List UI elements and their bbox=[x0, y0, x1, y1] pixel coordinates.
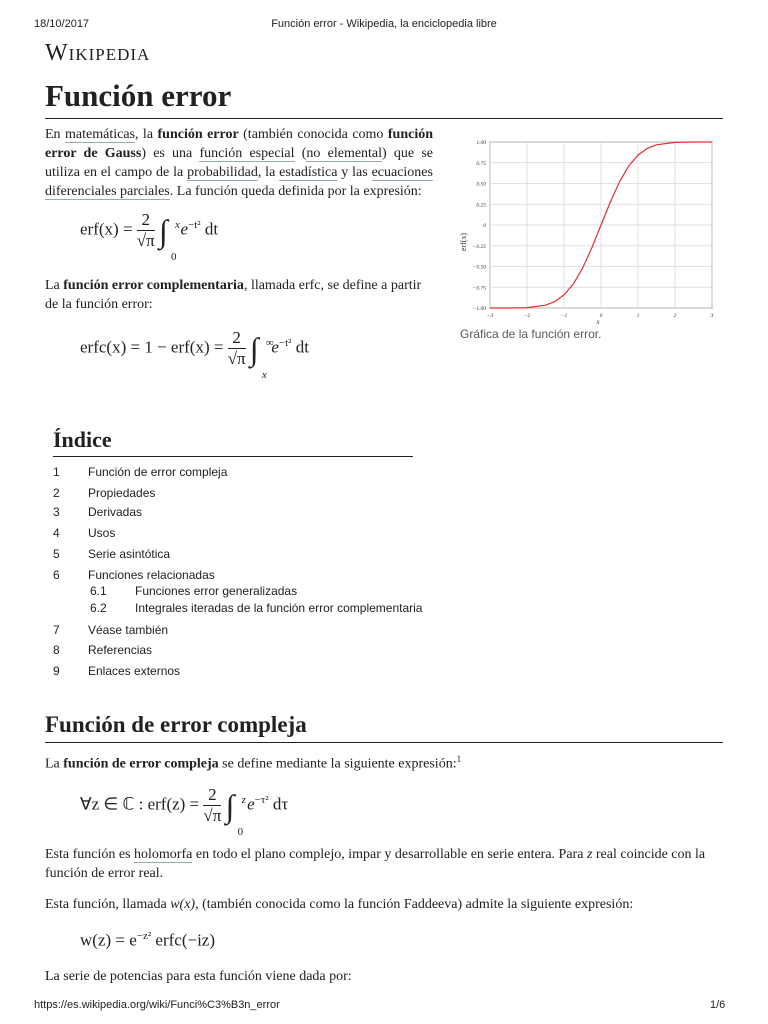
page-title: Función error bbox=[45, 78, 232, 113]
chart-y-tick-label: −0.25 bbox=[472, 243, 486, 250]
chart-x-tick-label: 3 bbox=[710, 313, 714, 319]
toc-heading: Índice bbox=[53, 427, 112, 452]
link-estadistica[interactable]: estadística bbox=[279, 165, 338, 180]
chart-x-tick-label: −1 bbox=[560, 313, 568, 319]
complementary-paragraph: La función error complementaria, llamada erfc, se define a partir de la función error: bbox=[45, 278, 422, 312]
title-divider bbox=[45, 118, 723, 119]
chart-x-tick-label: −2 bbox=[523, 313, 531, 319]
formula-erfc: erfc(x) = 1 − erf(x) = $\frac{2}{√\pi}$ ∫ ∞ x $e^{-t^2}$ dt bbox=[80, 328, 309, 381]
intro-paragraph: En matemáticas, la función error (también conocida como función error de Gauss) es una función especial (no elemental) que se utiliza en el campo de la probabilidad, la estadística y las ecuaciones diferenciales parciales. La función queda definida por la expresión: bbox=[45, 127, 434, 199]
chart-x-tick-label: 0 bbox=[599, 313, 603, 319]
erf-chart bbox=[452, 130, 724, 326]
link-funcion-especial[interactable]: función especial bbox=[199, 146, 295, 161]
link-no-elemental[interactable]: no elemental bbox=[306, 146, 383, 161]
chart-y-tick-label: −0.75 bbox=[472, 285, 486, 292]
chart-x-label: x bbox=[596, 318, 600, 326]
print-url: https://es.wikipedia.org/wiki/Funci%C3%B3n_error bbox=[34, 999, 280, 1011]
wikipedia-logo[interactable]: Wikipedia bbox=[45, 40, 151, 66]
formula-complex-erf: ∀z ∈ ℂ : erf(z) = $\frac{2}{√\pi}$ ∫ z 0 $e^{-\tau^2}$ dτ bbox=[80, 785, 289, 838]
reference-1[interactable]: 1 bbox=[456, 754, 462, 764]
section1-paragraph-1: La función de error compleja se define mediante la siguiente expresión:$^1$ bbox=[45, 754, 462, 772]
section1-paragraph-2: Esta función es holomorfa en todo el plano complejo, impar y desarrollable en serie entera. Para z real coincide con la función de error real. bbox=[45, 847, 706, 881]
chart-y-tick-label: −1.00 bbox=[472, 306, 486, 312]
chart-x-tick-label: 2 bbox=[673, 313, 677, 319]
section-heading-compleja: Función de error compleja bbox=[45, 712, 307, 737]
section-divider bbox=[45, 742, 723, 743]
formula-faddeeva: $w(z) = e^{-z^2}$ erfc(−iz) bbox=[80, 930, 216, 950]
chart-x-tick-label: 1 bbox=[636, 313, 640, 319]
chart-y-tick-label: 0.25 bbox=[476, 202, 486, 209]
print-title: Función error - Wikipedia, la enciclopedia libre bbox=[271, 18, 497, 30]
chart-y-label: erf(x) bbox=[459, 232, 468, 252]
table-of-contents: Índice 1 Función de error compleja 2 Propiedades 3 Derivadas 4 Usos 5 Serie asintótica 6 Funciones relacionadas 6.1 Funciones error generalizadas 6.2 Integrales iteradas de la función error complementaria 7 Véase también 8 Referencias 9 Enlaces externos bbox=[53, 427, 423, 678]
formula-erf: erf(x) = $\frac{2}{√\pi}$ ∫ x 0 $e^{-t^2}$ dt bbox=[80, 210, 219, 263]
toc-divider bbox=[53, 456, 413, 457]
chart-y-tick-label: −0.50 bbox=[472, 264, 486, 271]
chart-y-tick-label: 0.50 bbox=[476, 181, 486, 188]
chart-y-tick-label: 0.75 bbox=[476, 160, 486, 167]
chart-x-tick-label: −3 bbox=[486, 313, 494, 319]
print-date: 18/10/2017 bbox=[34, 18, 90, 30]
link-holomorfa[interactable]: holomorfa bbox=[134, 847, 193, 862]
section1-paragraph-4: La serie de potencias para esta función viene dada por: bbox=[45, 969, 352, 984]
link-ecuaciones-diferenciales[interactable]: ecuaciones diferenciales parciales bbox=[45, 165, 433, 199]
section1-paragraph-3: Esta función, llamada w(x), (también conocida como la función Faddeeva) admite la siguiente expresión: bbox=[45, 897, 634, 912]
figure-caption: Gráfica de la función error. bbox=[460, 327, 602, 341]
link-matematicas[interactable]: matemáticas bbox=[65, 127, 135, 142]
print-page-number: 1/6 bbox=[710, 999, 726, 1011]
chart-y-tick-label: 0 bbox=[483, 223, 486, 229]
link-probabilidad[interactable]: probabilidad bbox=[187, 165, 258, 180]
chart-y-tick-label: 1.00 bbox=[476, 140, 486, 146]
